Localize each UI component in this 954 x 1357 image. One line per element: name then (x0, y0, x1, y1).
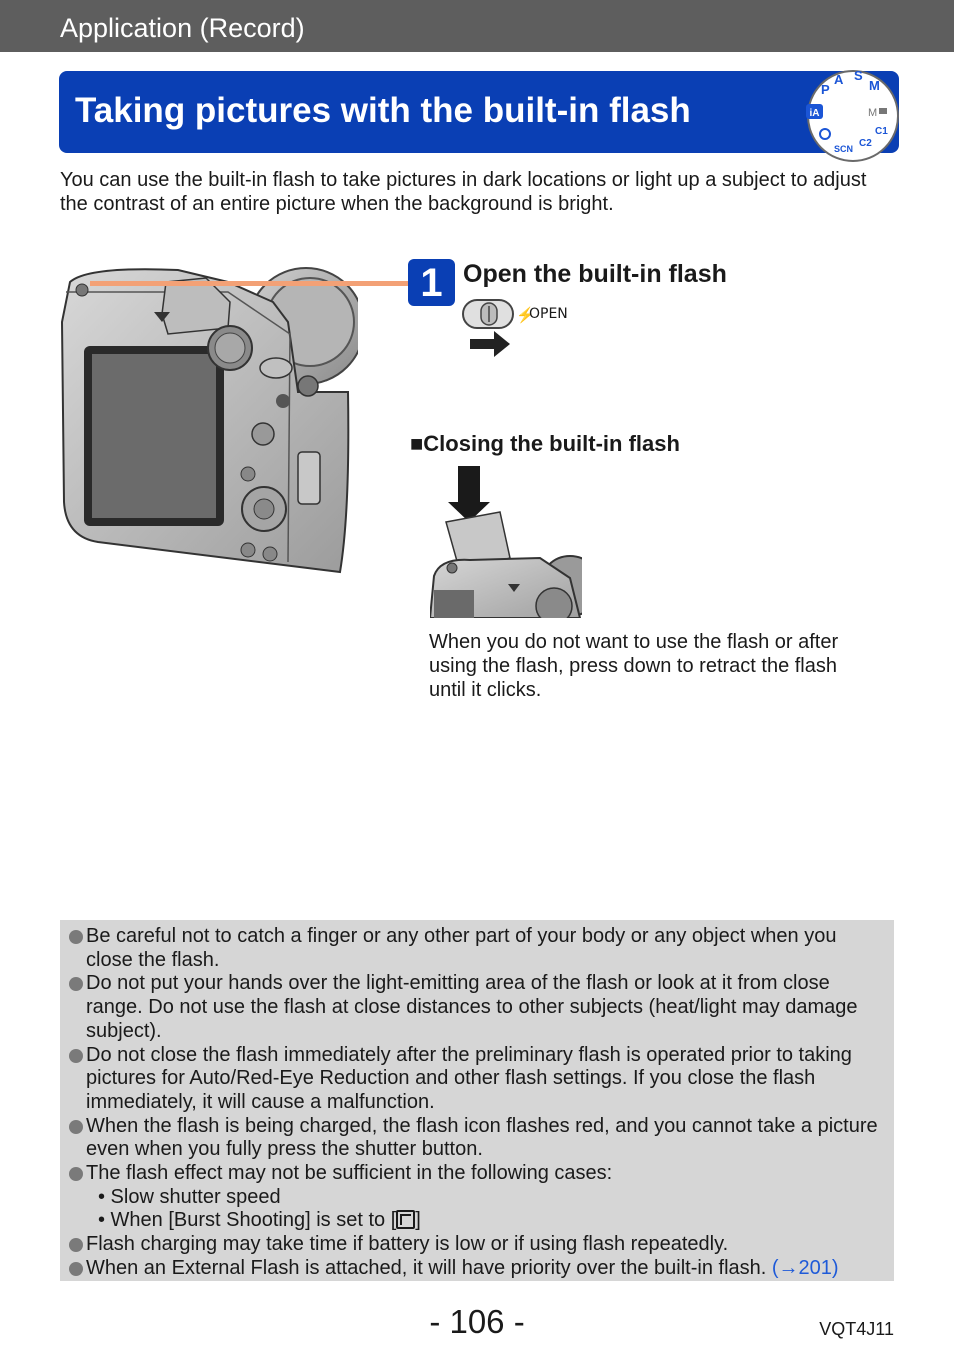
mode-dial-icon (803, 66, 903, 166)
mode-s-label: S (854, 68, 863, 83)
note-item (68, 1115, 886, 1162)
note-item (68, 1233, 886, 1257)
mode-p-label: P (821, 82, 830, 97)
note-text: The flash effect may not be sufficient in the following cases: (86, 1162, 613, 1185)
burst-prefix: • When [Burst Shooting] is set to [ (98, 1209, 397, 1232)
arrow-right-icon (470, 331, 512, 357)
page-reference-link[interactable]: (→201) (771, 1256, 839, 1279)
mode-m-label: M (869, 78, 880, 93)
bullet-icon (69, 1120, 83, 1134)
intro-text: You can use the built-in flash to take pictures in dark locations or light up a subject to adjust the contrast of an entire picture when the background is bright. (60, 169, 867, 215)
note-item (68, 1257, 886, 1281)
mode-c2-label: C2 (859, 138, 872, 149)
page-title: Taking pictures with the built-in flash (75, 91, 691, 130)
mode-a-label: A (834, 72, 844, 87)
mode-m-ring-label: M (868, 107, 878, 119)
bullet-icon (69, 1238, 83, 1252)
burst-suffix: ] (415, 1209, 421, 1232)
section-header (0, 0, 954, 52)
note-item (68, 925, 886, 972)
section-title: Application (Record) (60, 13, 305, 43)
note-text: Do not close the flash immediately after the preliminary flash is operated prior to taking pictures for Auto/Red-Eye Reduction and other flash settings. If you close the flash immediately, it will cause a malfunction. (86, 1043, 852, 1113)
step-number-badge: 1 (408, 259, 455, 306)
movie-mode-icon (879, 108, 887, 114)
bullet-icon (69, 1262, 83, 1276)
note-item (68, 1162, 886, 1186)
bullet-icon (69, 1049, 83, 1063)
title-banner (59, 71, 899, 153)
note-text: Flash charging may take time if battery is low or if using flash repeatedly. (86, 1233, 729, 1256)
model-code: VQT4J11 (819, 1319, 894, 1339)
note-text: When the flash is being charged, the flash icon flashes red, and you cannot take a picture even when you fully press the shutter button. (86, 1114, 878, 1161)
bullet-icon (69, 1167, 83, 1181)
mode-c1-label: C1 (875, 126, 888, 137)
mode-ia-label: iA (809, 108, 820, 119)
sub-item-burst-shooting (68, 1209, 886, 1233)
switch-open-label: OPEN (529, 306, 568, 322)
flash-open-switch-icon (462, 297, 516, 331)
step-title: Open the built-in flash (463, 260, 727, 288)
camera-rear-illustration (58, 262, 358, 584)
note-item (68, 972, 886, 1043)
mode-scn-label: SCN (834, 144, 854, 154)
page-number: - 106 - (429, 1303, 525, 1340)
flash-lightning-icon: ⚡ (516, 307, 535, 324)
notes-box (60, 920, 894, 1281)
bullet-icon (69, 930, 83, 944)
bullet-icon (69, 977, 83, 991)
burst-shooting-icon (396, 1210, 415, 1229)
note-text: When an External Flash is attached, it will have priority over the built-in flash. (86, 1256, 767, 1279)
closing-description: When you do not want to use the flash or after using the flash, press down to retract the flash until it clicks. (429, 631, 839, 701)
closing-section-title: ■Closing the built-in flash (410, 431, 680, 456)
note-item (68, 1044, 886, 1115)
note-text: Be careful not to catch a finger or any other part of your body or any object when you close the flash. (86, 925, 837, 971)
note-text: Do not put your hands over the light-emitting area of the flash or look at it from close range. Do not use the flash at close distances to other subjects (heat/light may damage subject). (86, 972, 858, 1042)
flash-close-illustration (430, 466, 582, 618)
sub-item-slow-shutter: • Slow shutter speed (98, 1185, 281, 1208)
callout-line (90, 281, 410, 286)
